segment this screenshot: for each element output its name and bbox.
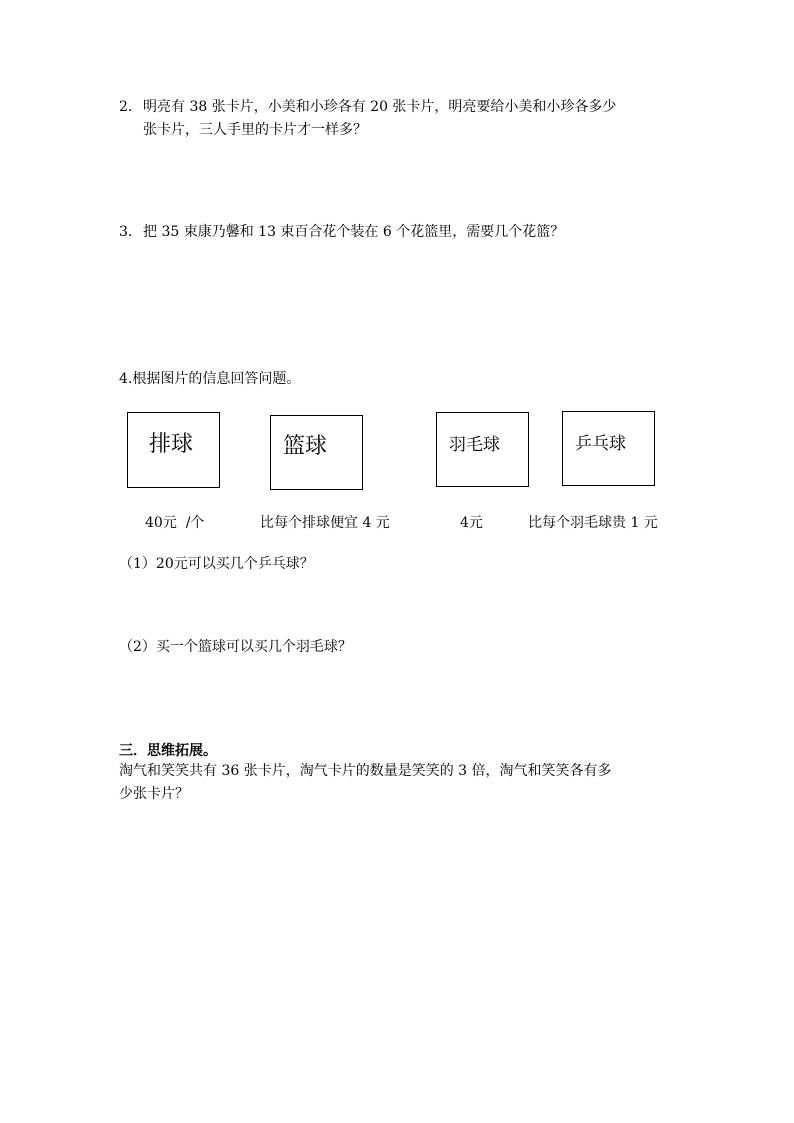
section3-heading: 三．思维拓展。: [119, 743, 217, 759]
basketball-card: [270, 415, 363, 490]
q4-sub1: （1）20元可以买几个乒乓球？: [119, 556, 314, 572]
basketball-label: 篮球: [283, 434, 328, 459]
pingpong-label: 乒乓球: [575, 434, 626, 454]
section3-line1: 淘气和笑笑共有 36 张卡片，淘气卡片的数量是笑笑的 3 倍，淘气和笑笑各有多: [119, 763, 612, 779]
q4-sub2: （2）买一个篮球可以买几个羽毛球？: [119, 639, 352, 655]
volleyball-card: [127, 412, 220, 488]
badminton-price: 4元: [460, 515, 483, 531]
q4-title: 4.根据图片的信息回答问题。: [119, 371, 301, 387]
q3-number: 3.: [119, 224, 133, 240]
q3-text: 把 35 束康乃馨和 13 束百合花个装在 6 个花篮里，需要几个花篮？: [143, 224, 565, 240]
q2-line1: 明亮有 38 张卡片，小美和小珍各有 20 张卡片，明亮要给小美和小珍各多少: [143, 99, 617, 115]
pingpong-price: 比每个羽毛球贵 1 元: [528, 515, 658, 531]
volleyball-label: 排球: [149, 432, 194, 457]
q2-line2: 张卡片，三人手里的卡片才一样多？: [143, 122, 367, 138]
basketball-price: 比每个排球便宜 4 元: [260, 515, 390, 531]
section3-line2: 少张卡片？: [119, 786, 189, 802]
badminton-card: [436, 412, 529, 487]
volleyball-price: 40元 /个: [145, 515, 205, 531]
pingpong-card: [562, 411, 655, 486]
badminton-label: 羽毛球: [449, 435, 500, 455]
q2-number: 2.: [119, 99, 133, 115]
